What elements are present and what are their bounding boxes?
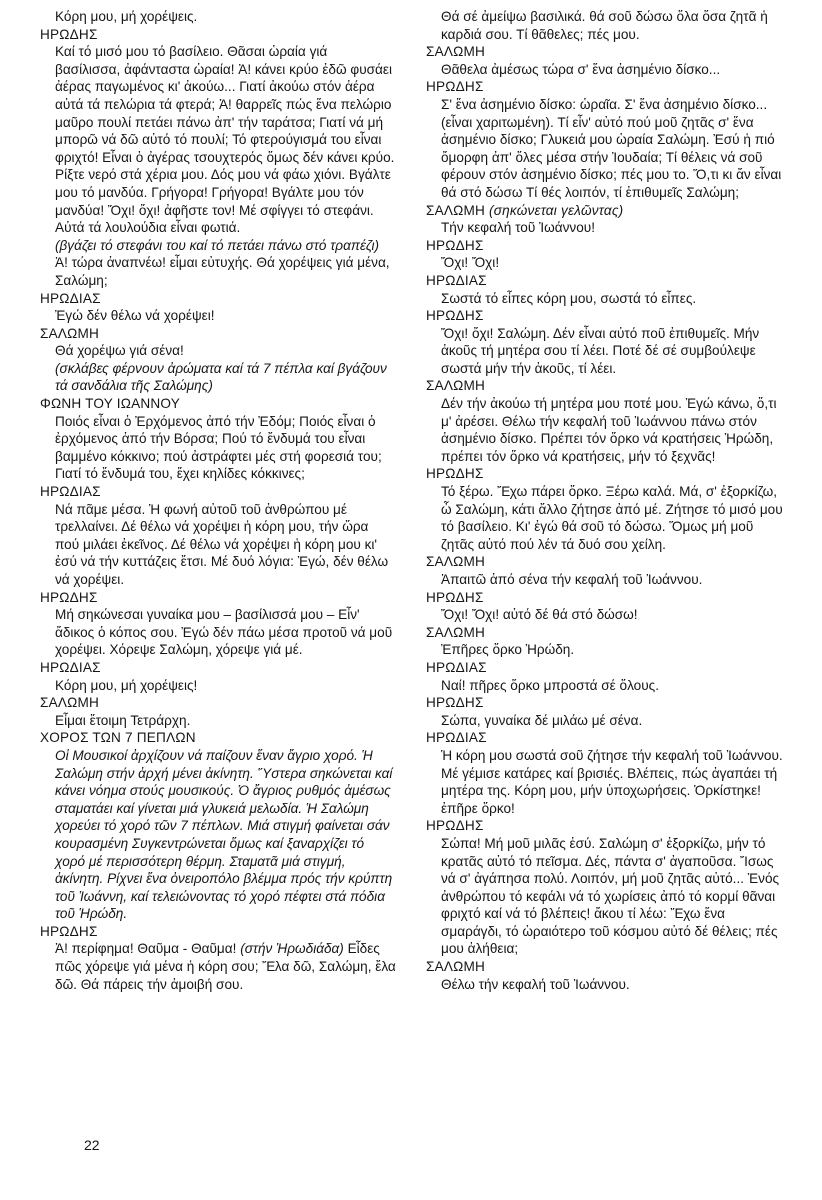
speaker-name: ΗΡΩΔΙΑΣ — [40, 290, 101, 306]
speaker-name: ΗΡΩΔΗΣ — [40, 589, 98, 605]
dialogue-line: Δέν τήν ἀκούω τή μητέρα μου ποτέ μου. Ἐγώ κάνω, ὅ,τι μ' ἀρέσει. Θέλω τήν κεφαλή τοῦ Ἰωάννου πάνω στόν ἀσημένιο δίσκο. Πρέπει τόν ὅρκο νά κρατήσεις Ἡρώδη, πρέπει τόν ὅρκο νά κρατήσεις, μήν τό ξεχνᾶς! — [441, 396, 777, 464]
dialogue-line: Κόρη μου, μή χορέψεις. — [55, 9, 198, 24]
speaker-name: ΦΩΝΗ ΤΟΥ ΙΩΑΝΝΟΥ — [40, 396, 181, 412]
speaker-name: ΣΑΛΩΜΗ — [426, 44, 486, 60]
dialogue-line: Μή σηκώνεσαι γυναίκα μου – βασίλισσά μου – Εἶν' ἄδικος ὁ κόπος σου. Ἐγώ δέν πάω μέσα προτοῦ νά μοῦ χορέψει. Χόρεψε Σαλώμη, χόρεψε γιά μέ. — [55, 607, 393, 658]
stage-direction: Οἱ Μουσικοί ἀρχίζουν νά παίζουν ἕναν ἄγριο χορό. Ἡ Σαλώμη στήν ἀρχή μένει ἀκίνητη. Ὕστερα σηκώνεται καί κάνει νόημα στούς μουσικούς. Ὁ ἄγριος ρυθμός ἀμέσως σταματάει καί γίνεται μιά γλυκειά μελωδία. Ἡ Σαλώμη χορεύει τό χορό τῶν 7 πέπλων. Μιά στιγμή φαίνεται σάν κουρασμένη Συγκεντρώνεται ὅμως καί ξαναρχίζει τό χορό μέ περισσότερη θέρμη. Σταματᾶ μιά στιγμή, ἀκίνητη. Ρίχνει ἕνα ὀνειροπόλο βλέμμα πρός τήν κρύπτη τοῦ Ἰωάννη, καί τελειώνοντας τό χορό πέφτει στά πόδια τοῦ Ἡρώδη. — [55, 747, 393, 922]
speaker-name: ΗΡΩΔΗΣ — [426, 695, 484, 711]
inline-stage-direction: (σηκώνεται γελῶντας) — [489, 202, 624, 218]
speaker-name: ΗΡΩΔΗΣ — [426, 79, 484, 95]
stage-direction: (βγάζει τό στεφάνι του καί τό πετάει πάνω στό τραπέζι) — [55, 237, 380, 253]
dialogue-line: Σ' ἕνα ἀσημένιο δίσκο: ὡραῖα. Σ' ἕνα ἀσημένιο δίσκο... (εἶναι χαριτωμένη). Τί εἶν' αὐτό πού μοῦ ζητᾶς σ' ἕνα ἀσημένιο δίσκο; Γλυκειά μου ὡραία Σαλώμη. Ἐσύ ἡ πιό ὄμορφη ἀπ' ὅλες μέσα στήν Ἰουδαία; Τί θέλεις νά σοῦ φέρουν στόν ἀσημένιο δίσκο; πές μου το. Ὅ,τι κι ἄν εἶναι θά στό δώσω Τί θές λοιπόν, τί ἐπιθυμεῖς Σαλώμη; — [441, 96, 782, 200]
speaker-name: ΗΡΩΔΗΣ — [426, 818, 484, 834]
speaker-with-direction — [426, 202, 784, 220]
dialogue-line: Θά σέ ἀμείψω βασιλικά. θά σοῦ δώσω ὅλα ὅσα ζητᾶ ἡ καρδιά σου. Τί θᾶθελες; πές μου. — [441, 9, 768, 42]
dialogue-line: Ὄχι! Ὄχι! — [441, 255, 500, 271]
dialogue-text: Εἶδες πῶς χόρεψε γιά μένα ἡ κόρη σου; Ἔλα δῶ, Σαλώμη, ἔλα δῶ. Θά πάρεις τήν ἀμοιβή σου. — [55, 941, 396, 992]
speaker-name: ΗΡΩΔΙΑΣ — [40, 484, 101, 500]
speaker-name: ΣΑΛΩΜΗ — [426, 959, 486, 975]
section-heading: ΧΟΡΟΣ ΤΩΝ 7 ΠΕΠΛΩΝ — [40, 730, 196, 746]
speaker-name: ΗΡΩΔΗΣ — [426, 308, 484, 324]
speaker-name: ΣΑΛΩΜΗ — [40, 325, 100, 341]
dialogue-line — [40, 940, 396, 993]
speaker-name: ΗΡΩΔΗΣ — [426, 237, 484, 253]
left-column — [40, 8, 396, 993]
dialogue-line: Τήν κεφαλή τοῦ Ἰωάννου! — [441, 220, 595, 236]
dialogue-text: Ἀ! περίφημα! Θαῦμα - Θαῦμα! — [55, 941, 241, 957]
right-column — [426, 8, 784, 993]
dialogue-line: Θά χορέψω γιά σένα! — [55, 343, 184, 359]
speaker-name: ΣΑΛΩΜΗ — [426, 378, 486, 394]
speaker-name: ΗΡΩΔΗΣ — [40, 26, 98, 42]
dialogue-line: Ναί! πῆρες ὅρκο μπροστά σέ ὅλους. — [441, 677, 659, 693]
dialogue-line: Κόρη μου, μή χορέψεις! — [55, 677, 198, 693]
dialogue-line: Ἀπαιτῶ ἀπό σένα τήν κεφαλή τοῦ Ἰωάννου. — [441, 572, 703, 587]
dialogue-line: Εἶμαι ἕτοιμη Τετράρχη. — [55, 712, 191, 728]
speaker-name: ΣΑΛΩΜΗ — [426, 554, 486, 570]
dialogue-line: Τό ξέρω. Ἔχω πάρει ὅρκο. Ξέρω καλά. Μά, σ' ἐξορκίζω, ὦ Σαλώμη, κάτι ἄλλο ζήτησε ἀπό μέ. Ζήτησε τό μισό μου τό βασίλειο. Κι' ἐγώ θά σοῦ τό δώσω. Ὅμως μή μοῦ ζητᾶς αὐτό πού λέν τά δυό σου χείλη. — [441, 484, 783, 552]
dialogue-line: Θᾶθελα ἀμέσως τώρα σ' ἕνα ἀσημένιο δίσκο... — [441, 61, 721, 77]
inline-stage-direction: (στήν Ἡρωδιάδα) — [240, 941, 344, 957]
speaker-name: ΗΡΩΔΙΑΣ — [426, 730, 487, 746]
dialogue-line: Ἐγώ δέν θέλω νά χορέψει! — [55, 308, 215, 324]
dialogue-line: Καί τό μισό μου τό βασίλειο. Θᾶσαι ὡραία γιά βασίλισσα, ἀφάνταστα ὡραία! Ἀ! κάνει κρύο ἐδῶ φυσάει ἀέρας παγωμένος κι' ἀκούω... Γιατί ἀκούω στόν ἀέρα αὐτά τά πελώρια τά φτερά; Ἀ! θαρρεῖς πώς ἕνα πελώριο μαῦρο πουλί πετάει πάνω ἀπ' τήν ταράτσα; Γιατί νά μή μπορῶ νά δῶ αὐτό τό πουλί; Τό φτερούγισμά του εἶναι φριχτό! Εἶναι ὁ ἀγέρας τσουχτερός ὅμως δέν κάνει κρύο. Ρίξτε νερό στά χέρια μου. Δός μου νά φάω χιόνι. Βγάλτε μου τό μανδύα. Γρήγορα! Γρήγορα! Βγάλτε μου τόν μανδύα! Ὄχι! ὄχι! ἀφῆστε τον! Μέ σφίγγει τό στεφάνι. Αὐτά τά λουλούδια εἶναι φωτιά. — [55, 44, 395, 236]
speaker-name: ΣΑΛΩΜΗ — [426, 202, 486, 218]
speaker-name: ΣΑΛΩΜΗ — [40, 695, 100, 711]
dialogue-line: Ἀ! τώρα ἀναπνέω! εἶμαι εὐτυχής. Θά χορέψεις γιά μένα, Σαλώμη; — [55, 255, 390, 288]
speaker-name: ΗΡΩΔΗΣ — [426, 466, 484, 482]
speaker-name: ΗΡΩΔΗΣ — [426, 589, 484, 605]
dialogue-line: Θέλω τήν κεφαλή τοῦ Ἰωάννου. — [441, 976, 630, 992]
dialogue-line: Ἐπῆρες ὅρκο Ἡρώδη. — [441, 642, 575, 658]
dialogue-line: Ποιός εἶναι ὁ Ἐρχόμενος ἀπό τήν Ἐδόμ; Ποιός εἶναι ὁ ἐρχόμενος ἀπό τήν Βόρσα; Πού τό ἔνδυμά του εἶναι βαμμένο κόκκινο; πού ἀστράφτει μές στή φορεσιά του; Γιατί τό ἔνδυμά του, ἔχει κηλίδες κόκκινες; — [55, 413, 382, 482]
speaker-name: ΗΡΩΔΙΑΣ — [40, 659, 101, 675]
stage-direction: (σκλάβες φέρνουν ἀρώματα καί τά 7 πέπλα καί βγάζουν τά σανδάλια τῆς Σαλώμης) — [55, 360, 387, 394]
dialogue-line: Σώπα! Μή μοῦ μιλᾶς ἐσύ. Σαλώμη σ' ἐξορκίζω, μήν τό κρατᾶς αὐτό τό πεῖσμα. Δές, πάντα σ' ἀγαποῦσα. Ἴσως νά σ' ἀγάπησα πολύ. Λοιπόν, μή μοῦ ζητᾶς αὐτό... Ἑνός ἀνθρώπου τό κεφάλι νά τό χωρίσεις ἀπό τό κορμί θᾶναι φριχτό καί νά τό βλέπεις! ἄκου τί λέω: Ἔχω ἕνα σμαράγδι, τό ὡραιότερο τοῦ κόσμου αὐτό δέ θέλεις; πές μου ἀλήθεια; — [441, 835, 780, 957]
dialogue-line: Ἡ κόρη μου σωστά σοῦ ζήτησε τήν κεφαλή τοῦ Ἰωάννου. Μέ γέμισε κατάρες καί βρισιές. Βλέπεις, πώς ἀγαπάει τή μητέρα της. Κόρη μου, μήν ὑποχωρήσεις. Ὁρκίστηκε! ἐπῆρε ὅρκο! — [441, 747, 783, 816]
page-number: 22 — [84, 1137, 100, 1153]
speaker-name: ΗΡΩΔΙΑΣ — [426, 272, 487, 288]
dialogue-line: Σώπα, γυναίκα δέ μιλάω μέ σένα. — [441, 712, 643, 728]
dialogue-line: Σωστά τό εἶπες κόρη μου, σωστά τό εἶπες. — [441, 290, 697, 306]
dialogue-line: Ὄχι! Ὄχι! αὐτό δέ θά στό δώσω! — [441, 607, 638, 623]
speaker-name: ΗΡΩΔΗΣ — [40, 923, 98, 939]
speaker-name: ΗΡΩΔΙΑΣ — [426, 659, 487, 675]
speaker-name: ΣΑΛΩΜΗ — [426, 624, 486, 640]
dialogue-line: Νά πᾶμε μέσα. Ἡ φωνή αὐτοῦ τοῦ ἀνθρώπου μέ τρελλαίνει. Δέ θέλω νά χορέψει ἡ κόρη μου, τήν ὥρα πού μιλάει ἐκεῖνος. Δέ θέλω νά χορέψει ἡ κόρη μου κι' ἐσύ νά τήν κυττάζεις ἔτσι. Μέ δυό λόγια: Ἐγώ, δέν θέλω νά χορέψει. — [55, 501, 389, 587]
dialogue-line: Ὄχι! ὄχι! Σαλώμη. Δέν εἶναι αὐτό ποῦ ἐπιθυμεῖς. Μήν ἀκοῦς τή μητέρα σου τί λέει. Ποτέ δέ σέ συμβούλεψε σωστά μήν τήν ἀκοῦς, τί λέει. — [441, 325, 760, 376]
